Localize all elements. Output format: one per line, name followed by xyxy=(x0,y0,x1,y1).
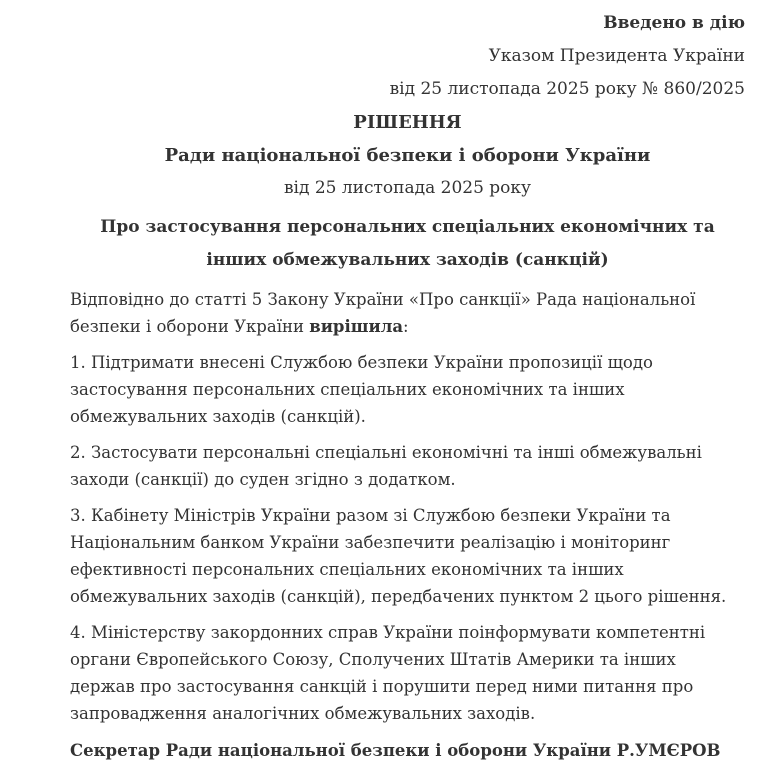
enactment-status-line: Введено в дію xyxy=(603,13,745,33)
paragraph-item-3: 3. Кабінету Міністрів України разом зі Службою безпеки України та Національним банком України забезпечити реалізацію і моніторинг ефективності персональних спеціальних економічних та інших обмежувальних заходів (санкцій), передбачених пунктом 2 цього рішення. xyxy=(70,506,727,606)
paragraph-item-2: 2. Застосувати персональні спеціальні економічні та інші обмежувальні заходи (санкції) до суден згідно з додатком. xyxy=(70,443,702,489)
document-title: Про застосування персональних спеціальних економічних та інших обмежувальних заходів (санкцій) xyxy=(100,217,715,270)
preamble-resolved-word: вирішила xyxy=(309,317,404,336)
decision-date-line: від 25 листопада 2025 року xyxy=(283,178,532,198)
preamble-paragraph xyxy=(70,286,745,340)
document-heading-block xyxy=(70,106,745,277)
enactment-decree-date-line: від 25 листопада 2025 року № 860/2025 xyxy=(389,79,745,99)
enactment-decree-line: Указом Президента України xyxy=(488,46,745,66)
issuing-authority-heading: Ради національної безпеки і оборони України xyxy=(164,145,651,166)
preamble-colon: : xyxy=(403,317,409,336)
paragraph-item-4: 4. Міністерству закордонних справ України поінформувати компетентні органи Європейського Союзу, Сполучених Штатів Америки та інших держав про застосування санкцій і порушити перед ними питання про запровадження аналогічних обмежувальних заходів. xyxy=(70,623,706,723)
enactment-block xyxy=(70,7,745,106)
paragraph-item-1: 1. Підтримати внесені Службою безпеки України пропозиції щодо застосування персональних спеціальних економічних та інших обмежувальних заходів (санкцій). xyxy=(70,353,653,426)
document-type-heading: РІШЕННЯ xyxy=(353,112,462,133)
preamble-text: Відповідно до статті 5 Закону України «Про санкції» Рада національної безпеки і оборони України xyxy=(70,290,696,336)
signature-line: Секретар Ради національної безпеки і оборони України Р.УМЄРОВ xyxy=(70,741,721,760)
